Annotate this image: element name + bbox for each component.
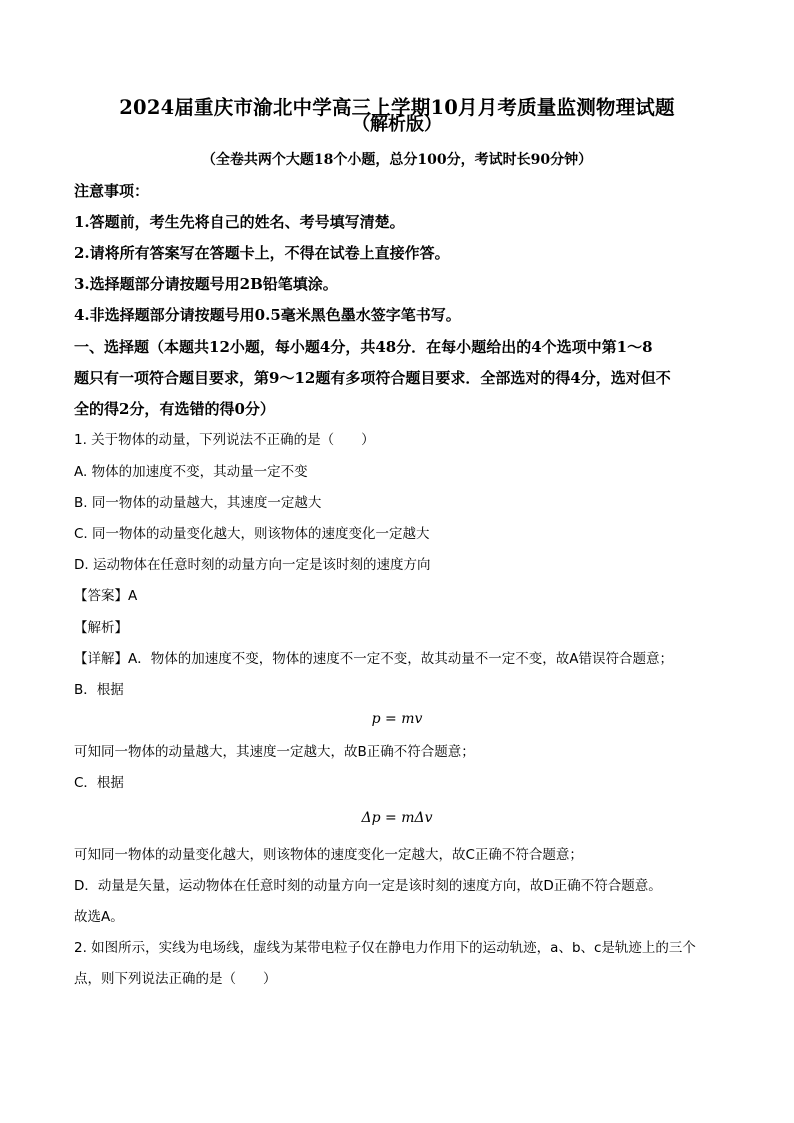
question-1-stem: 1. 关于物体的动量，下列说法不正确的是（ ）	[74, 432, 375, 448]
notice-item: 3.选择题部分请按题号用2B铅笔填涂。	[74, 275, 338, 293]
section-heading: 一、选择题（本题共12小题，每小题4分，共48分．在每小题给出的4个选项中第1～8	[74, 338, 653, 356]
detail-c-conclusion: 可知同一物体的动量变化越大，则该物体的速度变化一定越大，故C正确不符合题意；	[74, 847, 583, 863]
page-subtitle: （解析版）	[352, 114, 442, 135]
choice-conclusion: 故选A。	[74, 909, 124, 925]
section-heading-line: 全的得2分，有选错的得0分）	[74, 400, 275, 418]
exam-scope: （全卷共两个大题18个小题，总分100分，考试时长90分钟）	[201, 152, 593, 168]
page-title: 2024届重庆市渝北中学高三上学期10月月考质量监测物理试题	[119, 96, 675, 119]
question-1-option-b: B. 同一物体的动量越大，其速度一定越大	[74, 495, 322, 511]
detail-a: 【详解】A．物体的加速度不变，物体的速度不一定不变，故其动量不一定不变，故A错误符合题意；	[74, 651, 673, 667]
analysis-label: 【解析】	[74, 620, 128, 636]
detail-c-intro: C．根据	[74, 775, 124, 791]
notice-heading: 注意事项：	[74, 182, 150, 200]
question-1-option-c: C. 同一物体的动量变化越大，则该物体的速度变化一定越大	[74, 526, 430, 542]
section-heading-line: 题只有一项符合题目要求，第9～12题有多项符合题目要求．全部选对的得4分，选对但不	[74, 369, 671, 387]
detail-b-conclusion: 可知同一物体的动量越大，其速度一定越大，故B正确不符合题意；	[74, 744, 475, 760]
question-1-option-a: A. 物体的加速度不变，其动量一定不变	[74, 464, 308, 480]
detail-d: D．动量是矢量，运动物体在任意时刻的动量方向一定是该时刻的速度方向，故D正确不符合题意。	[74, 878, 662, 894]
formula-momentum-change: Δp = mΔv	[361, 810, 433, 826]
notice-item: 1.答题前，考生先将自己的姓名、考号填写清楚。	[74, 213, 405, 231]
formula-momentum: p = mv	[371, 711, 423, 727]
question-2-stem: 2. 如图所示，实线为电场线，虚线为某带电粒子仅在静电力作用下的运动轨迹，a、b、c是轨迹上的三个	[74, 940, 696, 956]
detail-b-intro: B．根据	[74, 682, 124, 698]
notice-item: 2.请将所有答案写在答题卡上，不得在试卷上直接作答。	[74, 244, 450, 262]
question-2-stem-line2: 点，则下列说法正确的是（ ）	[74, 971, 277, 987]
question-1-option-d: D. 运动物体在任意时刻的动量方向一定是该时刻的速度方向	[74, 557, 431, 573]
answer-label: 【答案】A	[74, 588, 138, 604]
notice-item: 4.非选择题部分请按题号用0.5毫米黑色墨水签字笔书写。	[74, 306, 461, 324]
